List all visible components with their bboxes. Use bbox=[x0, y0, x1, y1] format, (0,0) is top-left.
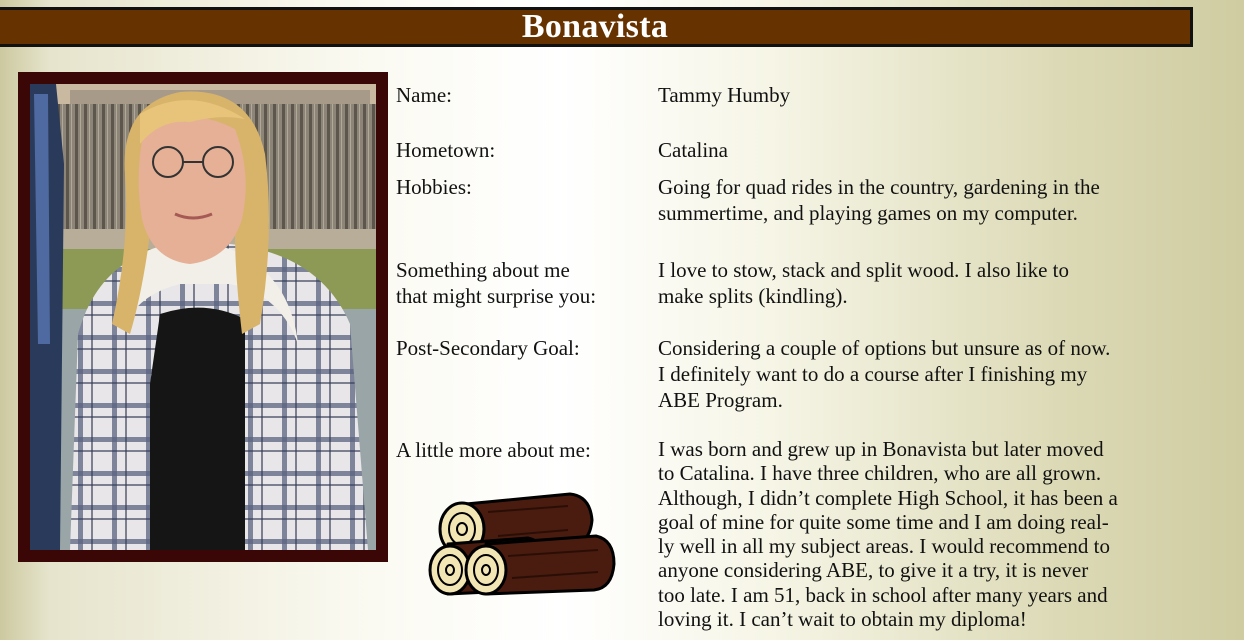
surprise-label-line: that might surprise you: bbox=[396, 284, 597, 308]
goal-value bbox=[658, 335, 1198, 413]
hobbies-label: Hobbies: bbox=[396, 175, 472, 199]
more-line: to Catalina. I have three children, who are all grown. bbox=[658, 461, 1102, 486]
surprise-line: I love to stow, stack and split wood. I also like to bbox=[658, 258, 1069, 282]
title-banner bbox=[0, 7, 1193, 47]
surprise-label-line: Something about me bbox=[396, 258, 570, 282]
name-value: Tammy Humby bbox=[658, 83, 791, 107]
hobbies-value bbox=[658, 174, 1198, 226]
more-line: Although, I didn’t complete High School, it has been a bbox=[658, 485, 1118, 510]
more-line: loving it. I can’t wait to obtain my diploma! bbox=[658, 607, 1027, 632]
hometown-value: Catalina bbox=[658, 138, 728, 162]
photo-frame bbox=[18, 72, 388, 562]
more-line: ly well in all my subject areas. I would recommend to bbox=[658, 534, 1110, 559]
more-value bbox=[658, 437, 1198, 631]
more-line: too late. I am 51, back in school after many years and bbox=[658, 582, 1108, 607]
more-line: goal of mine for quite some time and I am doing real- bbox=[658, 509, 1109, 534]
hobbies-line: Going for quad rides in the country, gardening in the bbox=[658, 175, 1100, 199]
more-label: A little more about me: bbox=[396, 438, 591, 462]
hometown-label: Hometown: bbox=[396, 138, 496, 162]
surprise-label bbox=[396, 257, 646, 309]
name-label: Name: bbox=[396, 83, 452, 107]
goal-label: Post-Secondary Goal: bbox=[396, 336, 580, 360]
firewood-logs-icon bbox=[428, 486, 618, 596]
hobbies-line: summertime, and playing games on my computer. bbox=[658, 201, 1078, 225]
surprise-line: make splits (kindling). bbox=[658, 284, 848, 308]
more-line: I was born and grew up in Bonavista but later moved bbox=[658, 437, 1104, 461]
goal-line: I definitely want to do a course after I finishing my bbox=[658, 362, 1088, 386]
goal-line: ABE Program. bbox=[658, 388, 783, 412]
portrait-photo bbox=[30, 84, 376, 550]
goal-line: Considering a couple of options but unsure as of now. bbox=[658, 336, 1111, 360]
surprise-value bbox=[658, 257, 1198, 309]
more-line: anyone considering ABE, to give it a try, it is never bbox=[658, 558, 1089, 583]
page-title: Bonavista bbox=[521, 8, 669, 45]
